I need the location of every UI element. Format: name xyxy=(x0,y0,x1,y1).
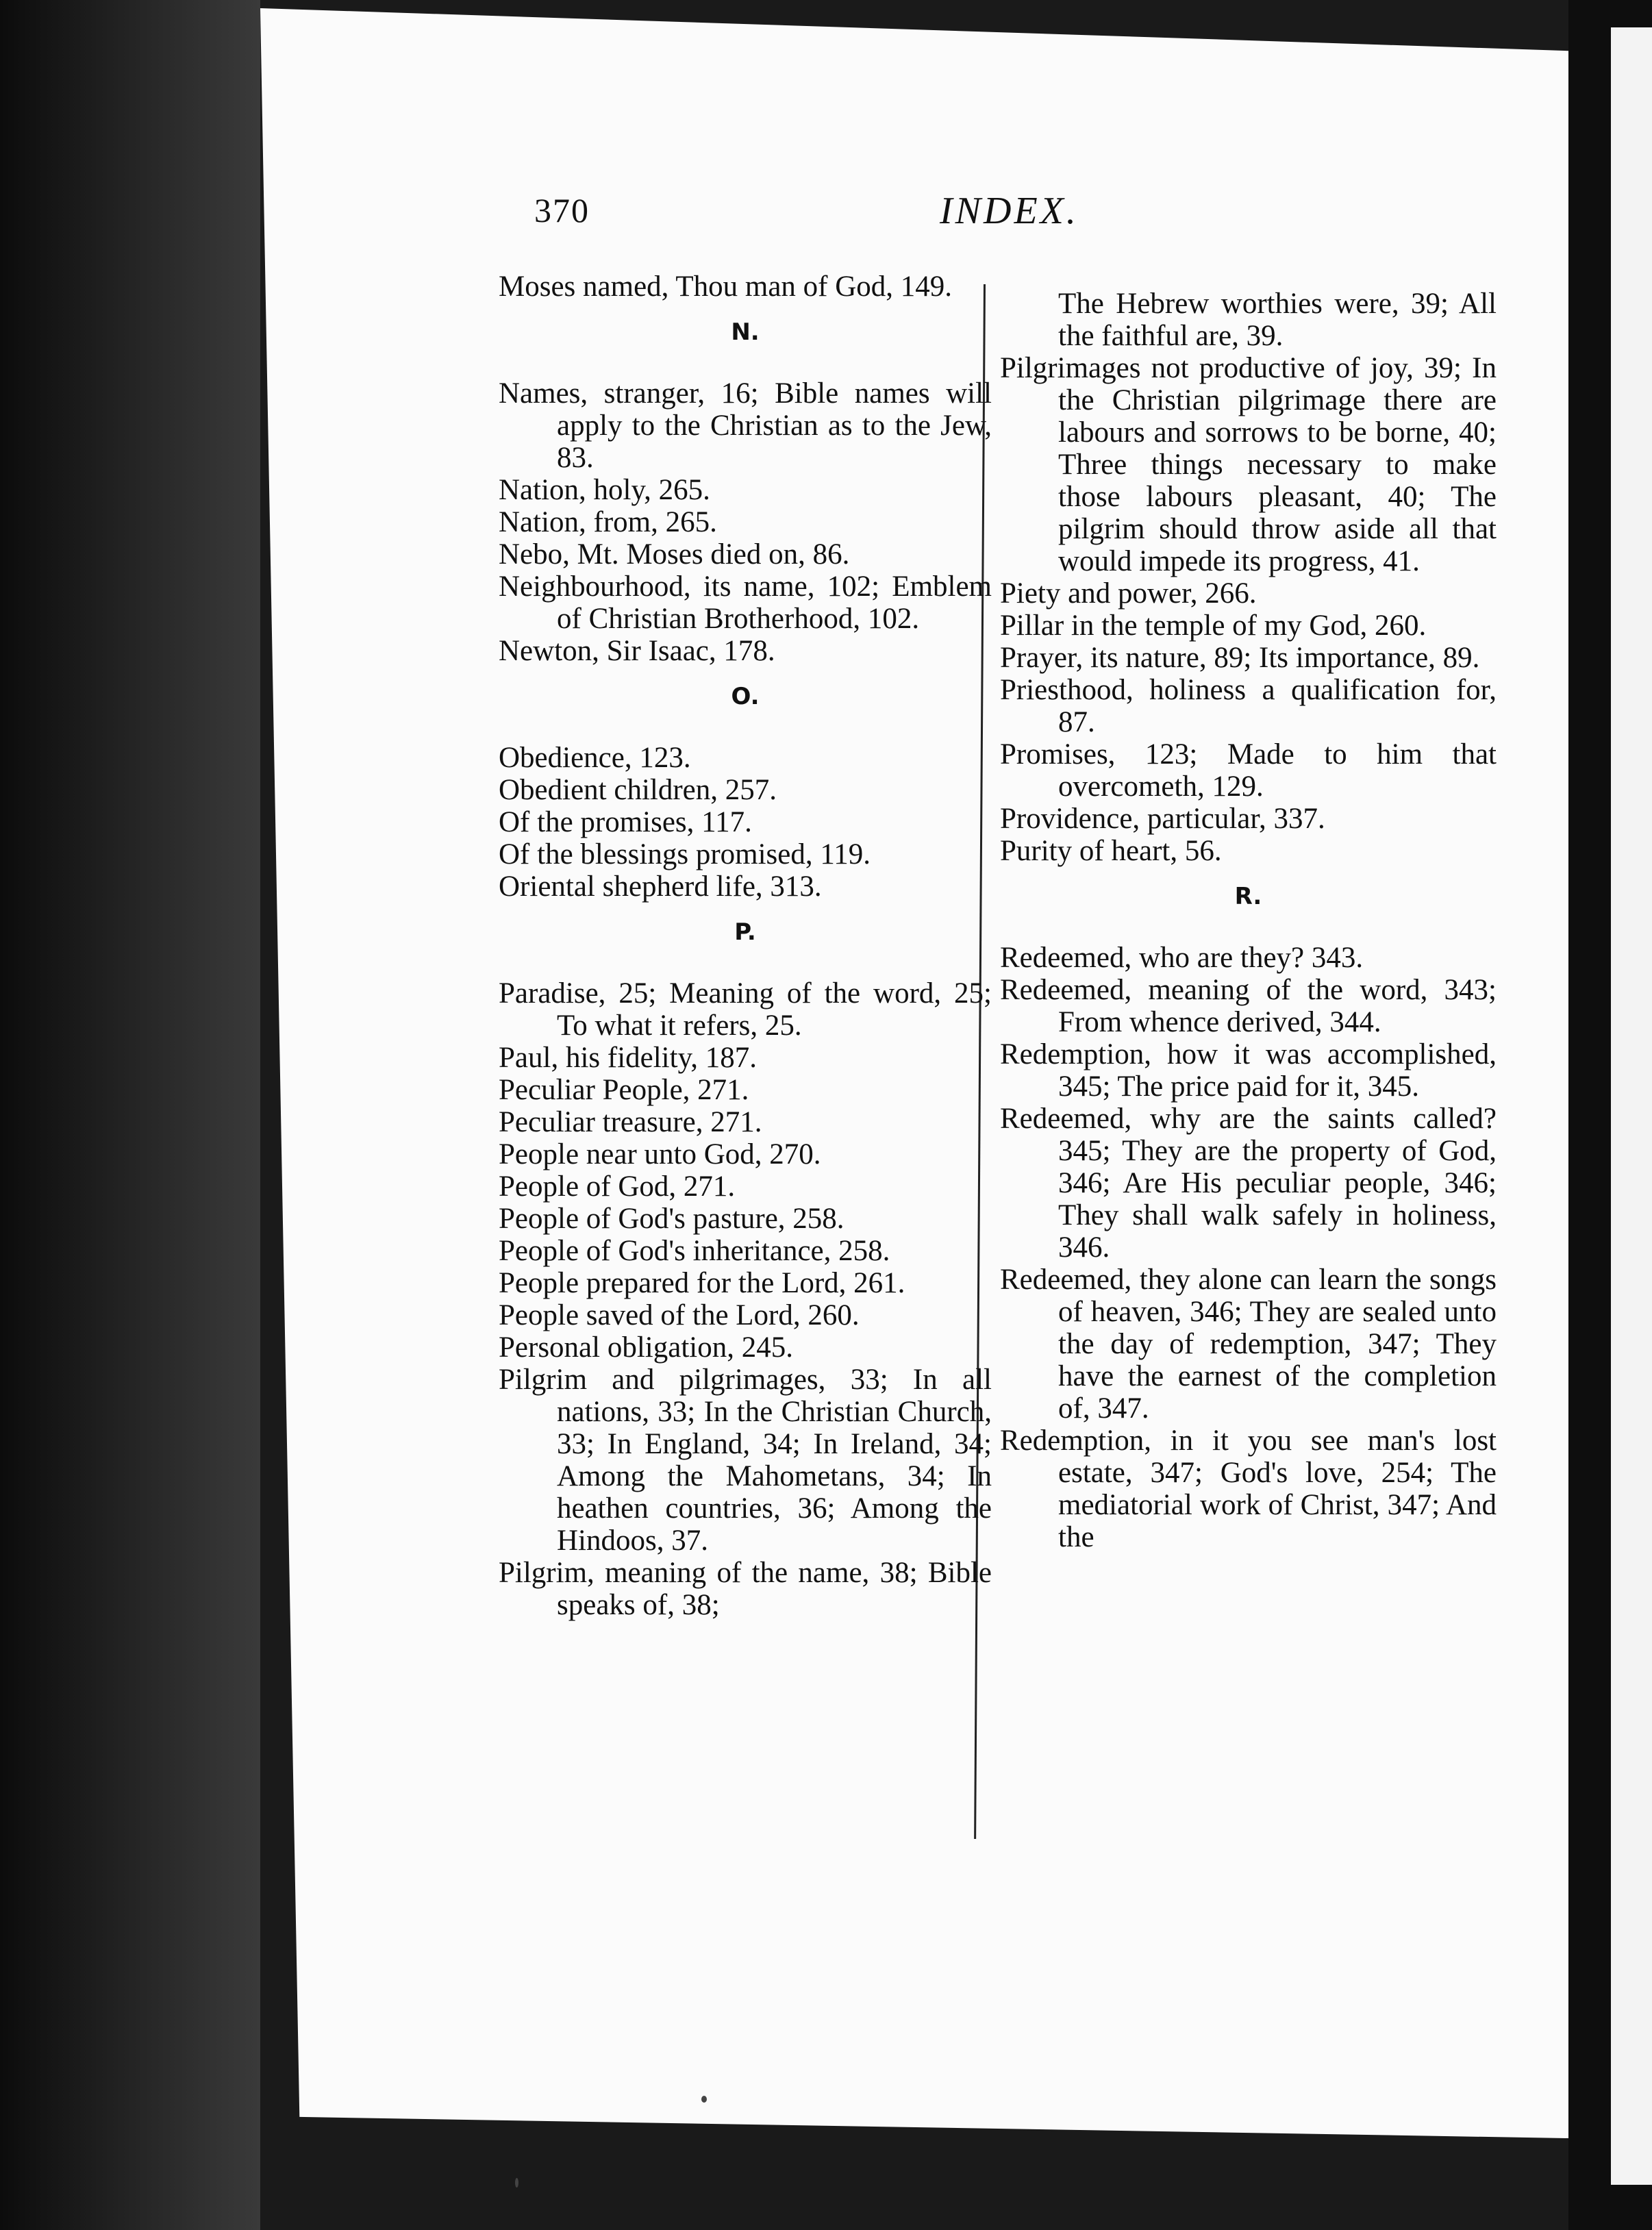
section-letter-heading: P. xyxy=(734,918,756,946)
index-entry: Prayer, its nature, 89; Its importance, 89. xyxy=(1000,642,1480,674)
index-entry: Personal obligation, 245. xyxy=(499,1331,793,1364)
index-entry: People of God, 271. xyxy=(499,1170,736,1203)
next-page-edge xyxy=(1611,27,1652,2185)
index-entry: Peculiar People, 271. xyxy=(499,1074,749,1106)
index-entry: Pillar in the temple of my God, 260. xyxy=(1000,610,1427,642)
section-letter-heading: R. xyxy=(1234,883,1262,910)
index-entry: Oriental shepherd life, 313. xyxy=(499,870,822,903)
index-entry: Redeemed, they alone can learn the songs of heaven, 346; They are sealed unto the day of redemption, 347; They have the earnest of the completion of, 347. xyxy=(1000,1264,1497,1425)
section-letter-heading: N. xyxy=(731,318,760,346)
index-entry: Pilgrim, meaning of the name, 38; Bible speaks of, 38; xyxy=(499,1557,992,1621)
section-letter-heading: O. xyxy=(731,683,760,710)
index-entry: Piety and power, 266. xyxy=(1000,577,1257,610)
scan-speck xyxy=(515,2178,518,2188)
scan-speck xyxy=(701,2096,707,2103)
index-entry: Redeemed, why are the saints called? 345; They are the property of God, 346; Are His peculiar people, 346; They shall walk safely in holiness, 346. xyxy=(1000,1103,1497,1264)
index-entry: Promises, 123; Made to him that overcometh, 129. xyxy=(1000,738,1497,803)
index-entry: Nebo, Mt. Moses died on, 86. xyxy=(499,538,850,571)
scan-background-left xyxy=(0,0,260,2230)
page-number: 370 xyxy=(534,191,590,229)
running-head-title: INDEX. xyxy=(940,190,1079,232)
index-entry: Nation, from, 265. xyxy=(499,506,717,538)
index-entry: Of the promises, 117. xyxy=(499,806,752,838)
index-entry: People of God's inheritance, 258. xyxy=(499,1235,890,1267)
index-entry: Peculiar treasure, 271. xyxy=(499,1106,762,1138)
index-entry: Redemption, how it was accomplished, 345; The price paid for it, 345. xyxy=(1000,1038,1497,1103)
index-entry: People near unto God, 270. xyxy=(499,1138,821,1170)
index-entry: Redeemed, who are they? 343. xyxy=(1000,942,1364,974)
index-entry: Redemption, in it you see man's lost estate, 347; God's love, 254; The mediatorial work of Christ, 347; And the xyxy=(1000,1425,1497,1553)
index-entry: Of the blessings promised, 119. xyxy=(499,838,871,870)
index-entry: Obedience, 123. xyxy=(499,742,691,774)
index-column-left xyxy=(499,271,992,1621)
index-entry: Paul, his fidelity, 187. xyxy=(499,1042,758,1074)
index-entry-continuation: The Hebrew worthies were, 39; All the faithful are, 39. xyxy=(1058,288,1497,352)
index-entry: Obedient children, 257. xyxy=(499,774,777,806)
index-entry: Pilgrim and pilgrimages, 33; In all nations, 33; In the Christian Church, 33; In England, 34; In Ireland, 34; Among the Mahometans, 34; In heathen countries, 36; Among the Hindoos, 37. xyxy=(499,1364,992,1557)
index-entry: Pilgrimages not productive of joy, 39; In the Christian pilgrimage there are labours and sorrows to be borne, 40; Three things necessary to make those labours pleasant, 40; The pilgrim should throw aside all that would impede its progress, 41. xyxy=(1000,352,1497,577)
index-entry: Moses named, Thou man of God, 149. xyxy=(499,271,953,303)
index-entry: Paradise, 25; Meaning of the word, 25; To what it refers, 25. xyxy=(499,977,992,1042)
index-entry: Providence, particular, 337. xyxy=(1000,803,1325,835)
index-entry: People saved of the Lord, 260. xyxy=(499,1299,860,1331)
index-entry: Priesthood, holiness a qualification for, 87. xyxy=(1000,674,1497,738)
index-entry: People of God's pasture, 258. xyxy=(499,1203,844,1235)
index-entry: People prepared for the Lord, 261. xyxy=(499,1267,905,1299)
index-entry: Purity of heart, 56. xyxy=(1000,835,1222,867)
index-entry: Redeemed, meaning of the word, 343; From whence derived, 344. xyxy=(1000,974,1497,1038)
index-column-right xyxy=(1000,288,1497,1553)
index-entry: Nation, holy, 265. xyxy=(499,474,710,506)
index-entry: Newton, Sir Isaac, 178. xyxy=(499,635,775,667)
index-entry: Neighbourhood, its name, 102; Emblem of Christian Brotherhood, 102. xyxy=(499,571,992,635)
index-entry: Names, stranger, 16; Bible names will apply to the Christian as to the Jew, 83. xyxy=(499,377,992,474)
